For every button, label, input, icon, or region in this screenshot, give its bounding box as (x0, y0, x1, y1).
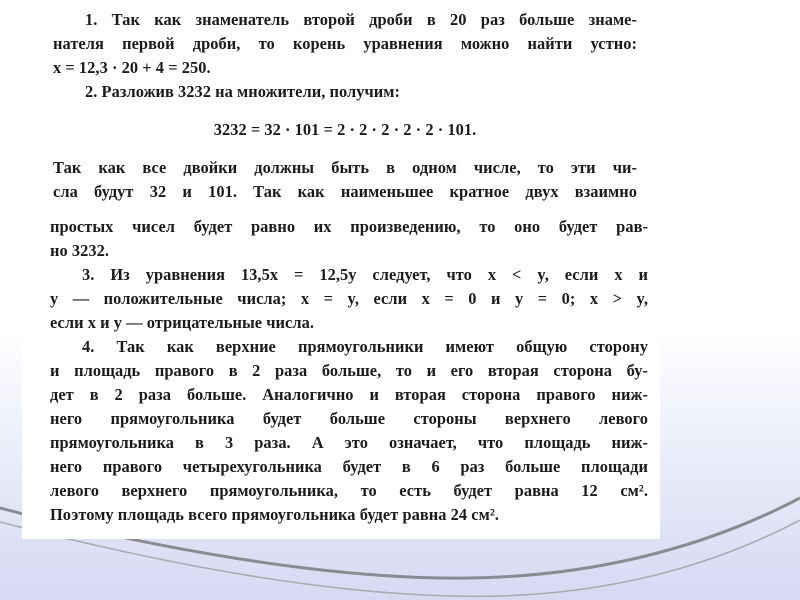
equation: 3232 = 32 · 101 = 2 · 2 · 2 · 2 · 2 · 101. (213, 120, 477, 139)
text-line: Поэтому площадь всего прямоугольника будет равна 24 см². (50, 505, 499, 524)
text-line: дет в 2 раза больше. Аналогично и вторая сторона правого ниж- (50, 385, 648, 404)
text-line: 3. Из уравнения 13,5x = 12,5y следует, что x < y, если x и (82, 265, 648, 284)
text-line: Так как все двойки должны быть в одном числе, то эти чи- (53, 158, 637, 177)
text-line: левого верхнего прямоугольника, то есть будет равна 12 см². (50, 481, 648, 500)
textbook-scan-bottom (22, 209, 660, 539)
text-line: и площадь правого в 2 раза больше, то и его вторая сторона бу- (50, 361, 648, 380)
text-line: 2. Разложив 3232 на множители, получим: (85, 82, 401, 101)
text-line: него прямоугольника будет больше стороны верхнего левого (50, 409, 648, 428)
text-line: y — положительные числа; x = y, если x = 0 и y = 0; x > y, (50, 289, 648, 308)
text-line: нателя первой дроби, то корень уравнения можно найти устно: (53, 34, 637, 53)
text-line: 4. Так как верхние прямоугольники имеют общую сторону (82, 337, 648, 356)
text-line: но 3232. (50, 241, 110, 260)
text-line: простых чисел будет равно их произведению, то оно будет рав- (50, 217, 648, 236)
text-line: 1. Так как знаменатель второй дроби в 20 раз больше знаме- (85, 10, 637, 29)
textbook-scan-top (35, 0, 647, 208)
text-line: него правого четырехугольника будет в 6 раз больше площади (50, 457, 648, 476)
text-line: сла будут 32 и 101. Так как наименьшее кратное двух взаимно (53, 182, 637, 201)
text-line: если x и y — отрицательные числа. (50, 313, 315, 332)
text-line: x = 12,3 · 20 + 4 = 250. (53, 58, 211, 77)
text-line: прямоугольника в 3 раза. А это означает, что площадь ниж- (50, 433, 648, 452)
